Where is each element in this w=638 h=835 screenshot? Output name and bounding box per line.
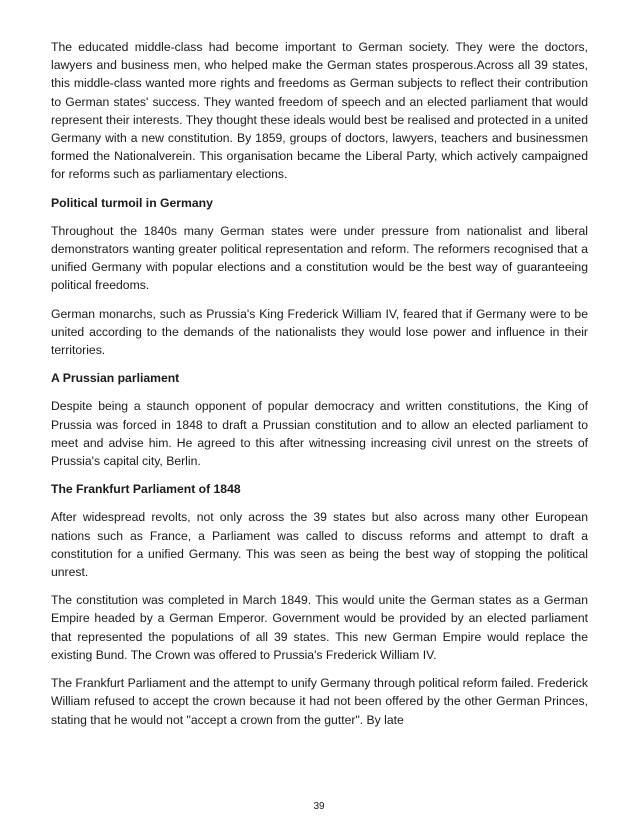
heading-frankfurt-parliament: The Frankfurt Parliament of 1848	[51, 482, 241, 497]
paragraph-1840s-pressure: Throughout the 1840s many German states were under pressure from nationalist and liberal demonstrators wanting greater political representation and reform. The reformers recognised that a unified Germany with popular elections and a constitution would be the best way of guaranteeing political freedoms.	[51, 223, 588, 293]
heading-prussian-parliament: A Prussian parliament	[51, 371, 180, 386]
page-number: 39	[313, 801, 325, 812]
paragraph-middle-class: The educated middle-class had become important to German society. They were the doctors, lawyers and business men, who helped make the German states prosperous.Across all 39 states, this middle-class wanted more rights and freedoms as German subjects to reflect their contribution to German states' success. They wanted freedom of speech and an elected parliament that would represent their interests. They thought these ideals would best be realised and protected in a united Germany with a new constitution. By 1859, groups of doctors, lawyers, teachers and businessmen formed the Nationalverein. This organisation became the Liberal Party, which actively campaigned for reforms such as parliamentary elections.	[51, 40, 588, 182]
paragraph-german-monarchs: German monarchs, such as Prussia's King Frederick William IV, feared that if Germany were to be united according to the demands of the nationalists they would lose power and influence in their territories.	[51, 306, 588, 358]
paragraph-parliament-failed: The Frankfurt Parliament and the attempt to unify Germany through political reform failed. Frederick William refused to accept the crown because it had not been offered by the other German Princes, stating that he would not "accept a crown from the gutter". By late	[51, 676, 588, 727]
paragraph-constitution-1849: The constitution was completed in March 1849. This would unite the German states as a German Empire headed by a German Emperor. Government would be provided by an elected parliament that represented the populations of all 39 states. This new German Empire would replace the existing Bund. The Crown was offered to Prussia's Frederick William IV.	[51, 593, 588, 662]
paragraph-prussian-constitution: Despite being a staunch opponent of popular democracy and written constitutions, the King of Prussia was forced in 1848 to draft a Prussian constitution and to allow an elected parliament to meet and advise him. He agreed to this after witnessing increasing civil unrest on the streets of Prussia's capital city, Berlin.	[51, 399, 588, 469]
paragraph-widespread-revolts: After widespread revolts, not only across the 39 states but also across many other European nations such as France, a Parliament was called to discuss reforms and attempt to draft a constitution for a unified Germany. This was seen as being the best way of stopping the political unrest.	[51, 510, 588, 580]
heading-political-turmoil: Political turmoil in Germany	[51, 195, 213, 210]
